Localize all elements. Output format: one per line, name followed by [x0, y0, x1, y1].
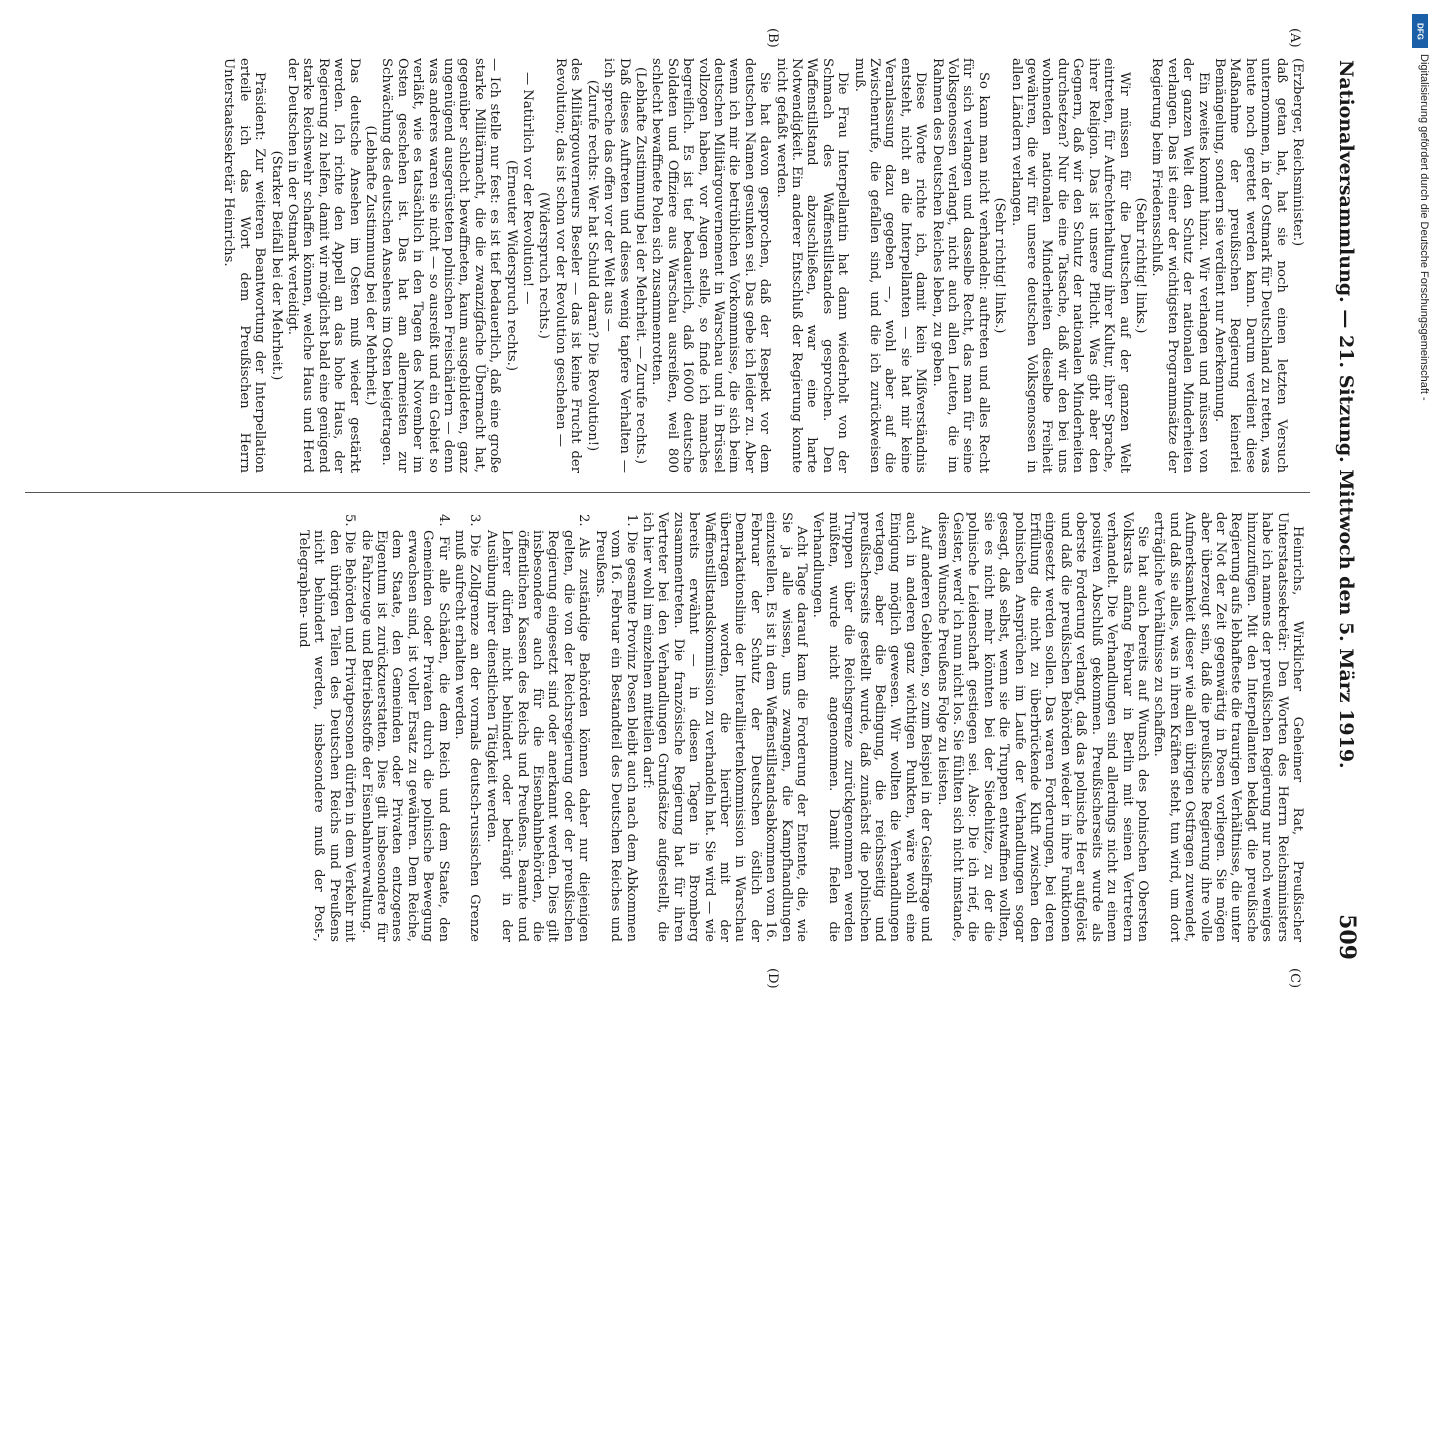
margin-letter-b: (B) [765, 28, 780, 48]
paragraph: (Erneuter Widerspruch rechts.) [503, 159, 519, 372]
paragraph: 2. Als zuständige Behörden können daher nur diejenigen gelten, die von der Reichsregierung oder der preußischen Regierung eingesetzt sind oder anerkannt werden. Dies gilt insbesondere auch für die Eisenbahnbehörden, die öffentlichen Kassen des Reichs und Preußens. Beamte und Lehrer dürfen nicht behindert oder bedrängt in der Ausübung ihrer dienstlichen Tätigkeit werden. [483, 514, 592, 942]
paragraph: Acht Tage darauf kam die Forderung der Entente, die, wie Sie ja alle wissen, uns zwangen, die Kampfhandlungen einzustellen. Es ist in dem Waffenstillstandsabkommen vom 16. Februar der Schutz der Deutschen östlich der Demarkationslinie der Interalliiertenkommission in Warschau übertragen worden, die hierüber mit der Waffenstillstandskommission zu verhandeln hat. Sie wird — wie bereits erwähnt — in diesen Tagen in Bromberg zusammentreten. Die französische Regierung hat für ihren Vertreter bei den Verhandlungen Grundsätze aufgestellt, die ich hier wohl im einzelnen mitteilen darf: [639, 512, 809, 942]
paragraph: Präsident: Zur weiteren Beantwortung der Interpellation erteile ich das Wort dem Preußischen Herrn Unterstaatssekretär Heinrichs. [221, 58, 268, 473]
paragraph: Das deutsche Ansehen im Osten muß wieder gestärkt werden. Ich richte den Appell an das hohe Haus, der Regierung zu helfen, damit wir möglichst bald eine genügend starke Reichswehr schaffen können, welche Haus und Herd der Deutschen in der Ostmark verteidigt. [285, 58, 362, 473]
paragraph: (Lebhafte Zustimmung bei der Mehrheit.) [363, 125, 379, 406]
paragraph: (Zurufe rechts: Wer hat Schuld daran? Die Revolution!) [584, 79, 600, 452]
paragraph: Wir müssen für die Deutschen auf der ganzen Welt eintreten, für Aufrechterhaltung ihrer Kultur, ihrer Sprache, ihrer Religion. Das ist unsere Pflicht. Was gibt aber den Gegnern, daß wir den Schutz der nationalen Minderheiten durchsetzen? Nur die eine Tatsache, daß wir den bei uns wohnenden nationalen Minderheiten dieselbe Freiheit gewähren, die wir für unsere deutschen Volksgenossen in allen Ländern verlangen. [1008, 58, 1132, 473]
margin-letter-d: (D) [765, 968, 780, 989]
page-header [1320, 60, 1360, 960]
credit-text: Digitalisierung gefördert durch die Deutsche Forschungsgemeinschaft - [1418, 54, 1430, 401]
paragraph: Heinrichs, Wirklicher Geheimer Rat, Preußischer Unterstaatssekretär: Den Worten des Herrn Reichsministers habe ich namens der preußischen Regierung nur noch weniges hinzuzufügen. Mit den Interpellanten beklagt die preußische Regierung aufs lebhafteste die traurigen Verhältnisse, die unter der Not der Zeit gegenwärtig in Posen vorliegen. Sie mögen aber überzeugt sein, daß die preußische Regierung ihre volle Aufmerksamkeit dieser wie allen übrigen Ostfragen zuwendet, und daß sie alles, was in ihren Kräften steht, tun wird, um dort erträgliche Verhältnisse zu schaffen. [1151, 512, 1305, 942]
paragraph: (Sehr richtig! links.) [1132, 197, 1148, 334]
paragraph: Auf anderen Gebieten, so zum Beispiel in der Geiselfrage und auch in anderen ganz wichtigen Punkten, wäre wohl eine Einigung möglich gewesen. Wir wollten die Verhandlungen vertagen, aber die Bedingung, die reichsseitig und preußischerseits gestellt wurde, daß zunächst die polnischen Truppen über die Reichsgrenze zurückgenommen werden müßten, wurde nicht angenommen. Damit fielen die Verhandlungen. [810, 512, 934, 942]
paragraph: Sie hat davon gesprochen, daß der Respekt vor dem deutschen Namen gesunken sei. Das gebe ich leider zu. Aber wenn ich mir die betrüblichen Vorkommnisse, die sich beim deutschen Militärgouvernement in Warschau und in Brüssel vollzogen haben, vor Augen stelle, so finde ich manches begreiflich. Es ist tief bedauerlich, daß 16000 deutsche Soldaten und Offiziere aus Warschau ausreißen, weil 800 schlecht bewaffnete Polen sich zusammenrotten. [649, 58, 773, 473]
paragraph: (Sehr richtig! links.) [992, 197, 1008, 334]
header-title: Nationalversammlung. — 21. Sitzung. Mittwoch den 5. März 1919. [1335, 60, 1357, 769]
paragraph: (Lebhafte Zustimmung bei der Mehrheit. — Zurufe rechts.) [632, 66, 648, 465]
paragraph: Sie hat auch bereits auf Wunsch des polnischen Obersten Volksrats anfang Februar in Berlin mit seinen Vertretern verhandelt. Die Verhandlungen sind allerdings nicht zu einem positiven Abschluß gekommen. Preußischerseits wurde als oberste Forderung verlangt, daß das polnische Heer aufgelöst und daß die preußischen Behörden wieder in ihre Funktionen eingesetzt werden sollen. Das waren Forderungen, bei deren Erfüllung die nicht zu überbrückende Kluft zwischen den polnischen Ansprüchen im Laufe der Verhandlungen sogar gesagt, daß selbst, wenn sie die Truppen entwaffnen wollten, sie es nicht mehr könnten bei der Siedehitze, zu der die polnische Leidenschaft gestiegen sei. Also: Die ich rief, die Geister, werd' ich nun nicht los. Sie fühlten sich nicht imstande, diesem Wunsche Preußens Folge zu leisten. [934, 512, 1150, 942]
paragraph: 3. Die Zollgrenze an der vormals deutsch-russischen Grenze muß aufrecht erhalten werden. [452, 514, 483, 942]
paragraph: Diese Worte richte ich, damit kein Mißverständnis entsteht, nicht an die Interpellanten — sie hat mir keine Veranlassung dazu gegeben —, wohl aber auf die Zwischenrufe, die gefallen sind, und die ich zurückweisen muß. [851, 58, 929, 473]
paragraph: 4. Für alle Schäden, die dem Reich und dem Staate, den Gemeinden oder Privaten durch die polnische Bewegung erwachsen sind, ist voller Ersatz zu gewähren. Dem Reiche, dem Staate, den Gemeinden oder Privaten entzogenes Eigentum ist zurückzuerstatten. Dies gilt insbesondere für die Fahrzeuge und Betriebsstoffe der Eisenbahnverwaltung. [358, 514, 451, 942]
paragraph: Ein zweites kommt hinzu. Wir verlangen und müssen von der ganzen Welt den Schutz der nationalen Minderheiten verlangen. Das ist einer der wichtigsten Programmsätze der Regierung beim Friedensschluß. [1149, 58, 1211, 473]
digitization-credit [1408, 6, 1434, 1000]
paragraph: — Ich stelle nur fest: es ist tief bedauerlich, daß eine große starke Militärmacht, die die zwanzigfache Übermacht hat, gegenüber schlecht bewaffneten, kaum ausgebildeten, ganz ungenügend ausgerüsteten polnischen Freischärlern — denn was anderes waren sie nicht — so ausreißt und ein Gebiet so verläßt, wie es tatsächlich in den Tagen des November im Osten geschehen ist. Das hat am allermeisten zur Schwächung des deutschen Ansehens im Osten beigetragen. [379, 58, 503, 473]
text-column-left [220, 58, 1305, 473]
page-number: 509 [1334, 914, 1360, 960]
paragraph: des Militärgouverneurs Beseler — das ist keine Frucht der Revolution; das ist schon vor der Revolution geschehen — [552, 58, 584, 473]
paragraph: (Widerspruch rechts.) [536, 192, 552, 339]
dfg-logo: DFG [1412, 14, 1428, 48]
paragraph: — Natürlich vor der Revolution! — [520, 72, 536, 305]
margin-letter-c: (C) [1287, 968, 1302, 989]
paragraph: Die Frau Interpellantin hat dann wiederholt von der Schmach des Waffenstillstandes gesprochen. Den Waffenstillstand abzuschließen, war eine harte Notwendigkeit. Ein anderer Entschluß der Regierung konnte nicht gefaßt werden. [773, 58, 851, 473]
paragraph: daß getan hat, hat sie noch einen letzten Versuch unternommen, in der Ostmark für Deutschland zu retten, was heute noch gerettet werden kann. Darum verdient diese Maßnahme der preußischen Regierung keinerlei Bemängelung, sondern sie verdient nur Anerkennung. [1211, 58, 1289, 473]
margin-letter-a: (A) [1287, 28, 1302, 48]
column-rule [25, 492, 1310, 493]
paragraph: Daß dieses Auftreten und dieses wenig tapfere Verhalten — ich spreche das offen vor der Welt aus — [601, 58, 632, 473]
paragraph: So kann man nicht verhandeln: auftreten und alles Recht für sich verlangen und dasselbe Recht, das man für seine Volksgenossen verlangt, nicht auch allen Leuten, die im Rahmen des Deutschen Reiches leben, zu geben. [929, 58, 991, 473]
text-column-right [295, 512, 1305, 942]
paragraph: (Starker Beifall bei der Mehrheit.) [268, 150, 284, 381]
paragraph: 5. Die Behörden und Privatpersonen dürfen in dem Verkehr mit den übrigen Teilen des Deutschen Reichs und Preußens nicht behindert werden, insbesondere muß der Post-, Telegraphen- und [296, 514, 358, 942]
paragraph: (Erzberger, Reichsminister.) [1290, 58, 1305, 247]
paragraph: 1. Die gesamte Provinz Posen bleibt auch nach dem Abkommen vom 16. Februar ein Bestandteil des Deutschen Reiches und Preußens. [592, 514, 639, 942]
